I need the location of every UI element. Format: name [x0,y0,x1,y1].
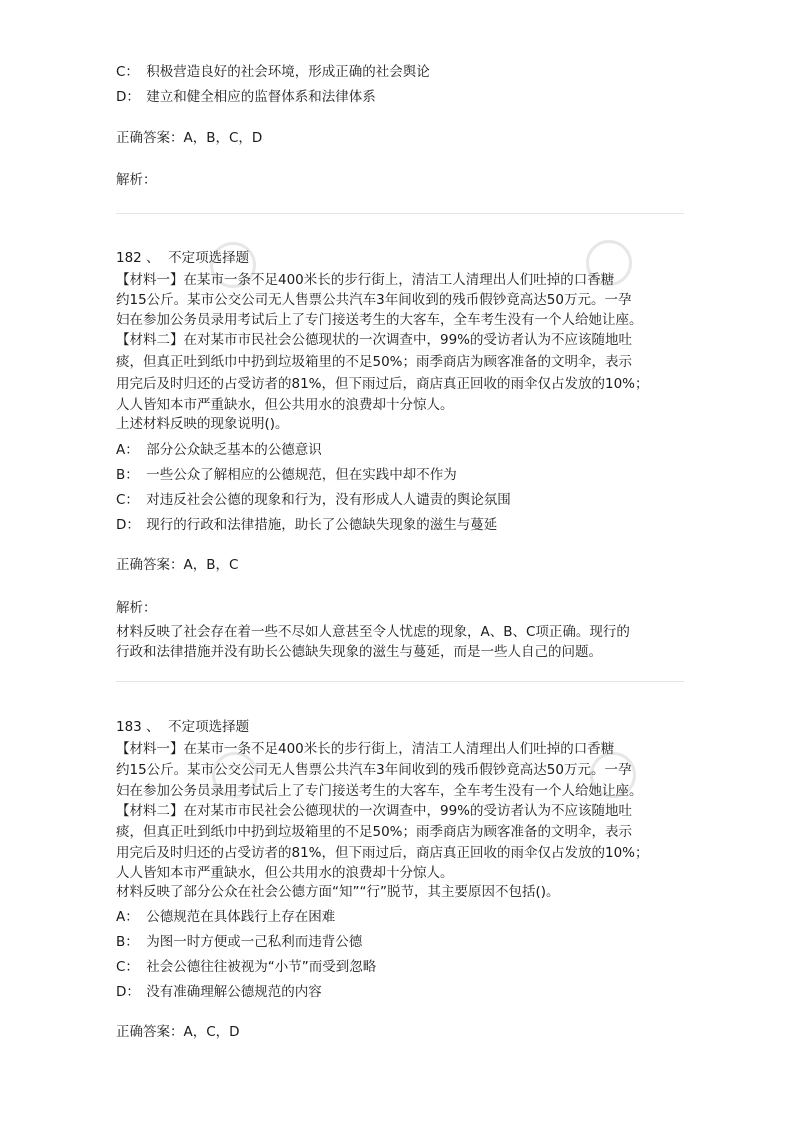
material-line: 妇在参加公务员录用考试后上了专门接送考生的大客车，全车考生没有一个人给她让座。 [116,312,643,328]
material-line: 【材料二】在对某市市民社会公德现状的一次调查中，99%的受访者认为不应该随地吐 [116,332,633,348]
material-line: 用完后及时归还的占受访者的81%，但下雨过后，商店真正回收的雨伞仅占发放的10%； [116,845,649,861]
material-line: 约15公斤。某市公交公司无人售票公共汽车3年间收到的残币假钞竟高达50万元。一孕 [116,762,632,778]
option-c[interactable]: C： 社会公德往往被视为“小节”而受到忽略 [116,959,377,975]
analysis-label: 解析： [116,172,157,188]
option-b[interactable]: B： 为图一时方便或一己私利而违背公德 [116,934,363,950]
analysis-text: 行政和法律措施并没有助长公德缺失现象的滋生与蔓延，而是一些人自己的问题。 [116,644,602,660]
correct-answer: 正确答案：A，B，C [116,557,239,573]
material-line: 痰，但真正吐到纸巾中扔到垃圾箱里的不足50%；雨季商店为顾客准备的文明伞，表示 [116,354,633,370]
divider [116,681,684,682]
material-line: 痰，但真正吐到纸巾中扔到垃圾箱里的不足50%；雨季商店为顾客准备的文明伞，表示 [116,824,633,840]
material-line: 约15公斤。某市公交公司无人售票公共汽车3年间收到的残币假钞竟高达50万元。一孕 [116,292,632,308]
material-line: 妇在参加公务员录用考试后上了专门接送考生的大客车，全车考生没有一个人给她让座。 [116,783,643,799]
material-line: 人人皆知本市严重缺水，但公共用水的浪费却十分惊人。 [116,397,454,413]
correct-answer: 正确答案：A，B，C，D [116,130,263,146]
material-line: 用完后及时归还的占受访者的81%，但下雨过后，商店真正回收的雨伞仅占发放的10%； [116,376,649,392]
correct-answer: 正确答案：A，C，D [116,1024,240,1040]
option-d: D： 建立和健全相应的监督体系和法律体系 [116,89,376,105]
analysis-text: 材料反映了社会存在着一些不尽如人意甚至令人忧虑的现象，A、B、C项正确。现行的 [116,624,630,640]
question-header: 182 、 不定项选择题 [116,250,250,266]
option-c: C： 积极营造良好的社会环境，形成正确的社会舆论 [116,64,430,80]
material-line: 【材料一】在某市一条不足400米长的步行街上，清洁工人清理出人们吐掉的口香糖 [116,272,615,288]
material-line: 人人皆知本市严重缺水，但公共用水的浪费却十分惊人。 [116,865,454,881]
analysis-label: 解析： [116,600,157,616]
question-stem: 上述材料反映的现象说明()。 [116,416,289,432]
option-a[interactable]: A： 部分公众缺乏基本的公德意识 [116,442,322,458]
option-b[interactable]: B： 一些公众了解相应的公德规范，但在实践中却不作为 [116,467,457,483]
option-a[interactable]: A： 公德规范在具体践行上存在困难 [116,909,336,925]
option-c[interactable]: C： 对违反社会公德的现象和行为，没有形成人人谴责的舆论氛围 [116,492,511,508]
question-header: 183 、 不定项选择题 [116,719,250,735]
option-d[interactable]: D： 没有准确理解公德规范的内容 [116,984,322,1000]
question-stem: 材料反映了部分公众在社会公德方面“知”“行”脱节，其主要原因不包括()。 [116,884,560,900]
material-line: 【材料二】在对某市市民社会公德现状的一次调查中，99%的受访者认为不应该随地吐 [116,803,633,819]
option-d[interactable]: D： 现行的行政和法律措施，助长了公德缺失现象的滋生与蔓延 [116,517,498,533]
divider [116,213,684,214]
material-line: 【材料一】在某市一条不足400米长的步行街上，清洁工人清理出人们吐掉的口香糖 [116,741,615,757]
